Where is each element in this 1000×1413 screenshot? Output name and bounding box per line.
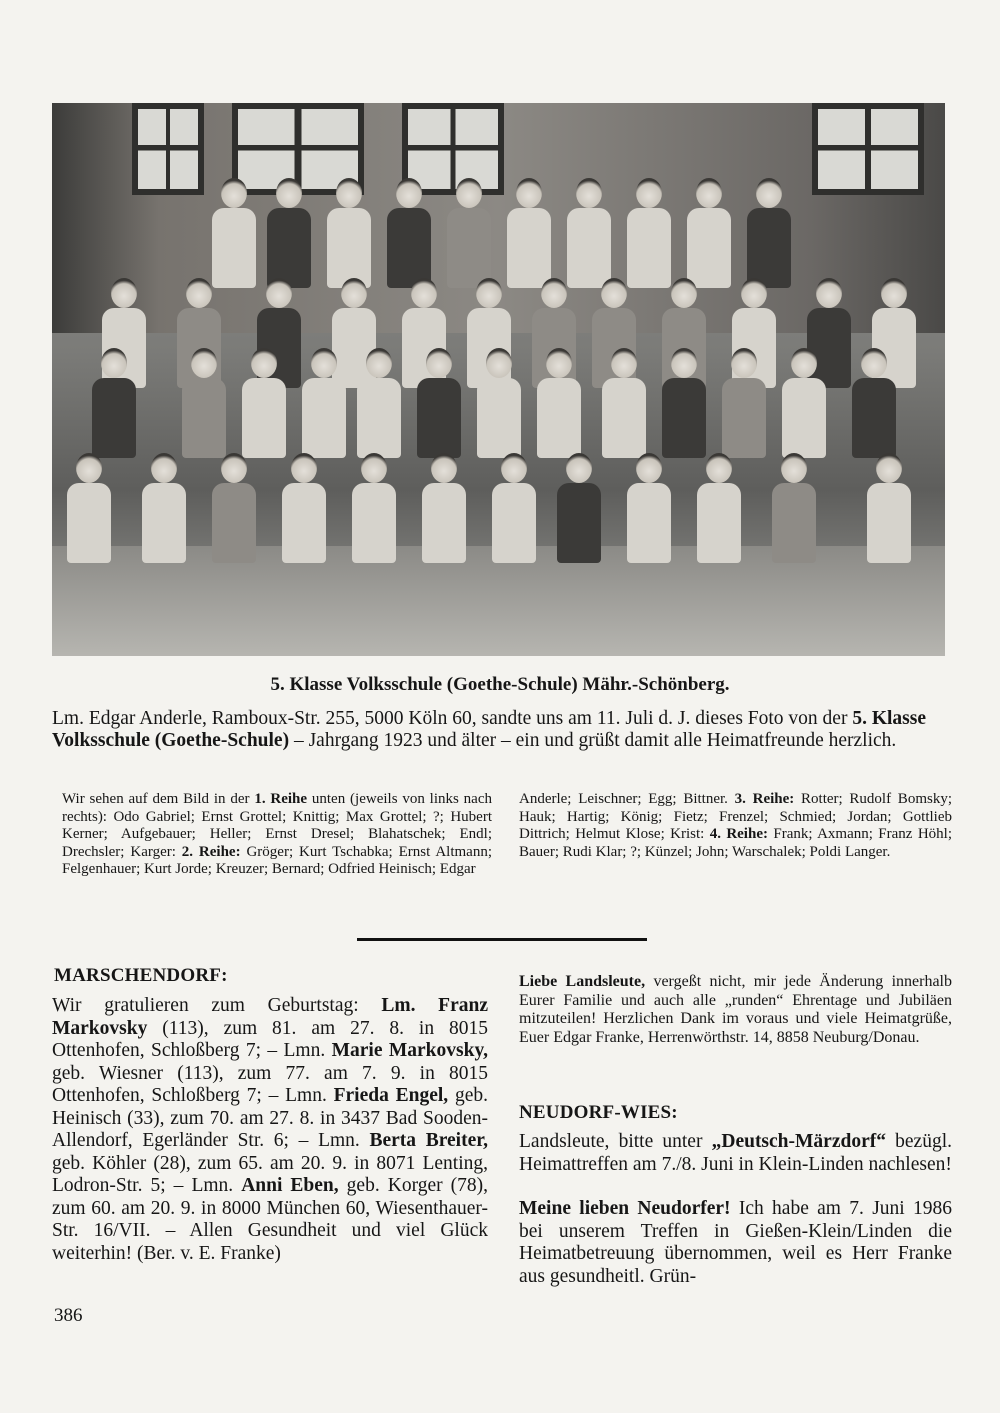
person-name: Marie Markovsky,	[331, 1040, 488, 1061]
neudorf-heading: NEUDORF-WIES:	[519, 1102, 678, 1123]
names-text: Wir sehen auf dem Bild in der	[62, 791, 255, 807]
notice-bold: Liebe Landsleute,	[519, 973, 646, 990]
marschendorf-heading: MARSCHENDORF:	[54, 965, 228, 986]
body-text: geb. Korger (78), zum 60. am 20. 9. in 8000 München 60, Wiesenthauer-Str. 16/VII. – Allen Gesundheit und viel Glück weiterhin! (Ber. v. E. Franke)	[52, 1175, 489, 1264]
child	[67, 453, 111, 603]
body-text: (113), zum 81. am 27. 8. in 8015 Ottenhofen, Schloßberg 7; – Lmn.	[52, 1017, 488, 1061]
intro-text: Lm. Edgar Anderle, Ramboux-Str. 255, 5000 Köln 60, sandte uns am 11. Juli d. J. dieses Foto von der	[52, 708, 853, 729]
child	[627, 453, 671, 603]
names-column-left	[62, 791, 492, 879]
person-name: Lm. Franz Markovsky	[52, 995, 488, 1039]
row-label: 2. Reihe:	[181, 843, 241, 860]
body-text: bezügl. Heimattreffen am 7./8. Juni in Klein-Linden nachlesen!	[519, 1131, 952, 1175]
photo-caption: 5. Klasse Volksschule (Goethe-Schule) Mähr.-Schönberg.	[270, 674, 730, 695]
row-label: 3. Reihe:	[734, 791, 795, 807]
body-text: geb. Wiesner (113), zum 77. am 7. 9. in 8015 Ottenhofen, Schloßberg 7; – Lmn.	[52, 1062, 488, 1106]
row-label: 1. Reihe	[254, 791, 308, 807]
class-photo	[52, 103, 945, 656]
child	[422, 453, 466, 603]
body-text: Ich habe am 7. Juni 1986 bei unserem Treffen in Gießen-Klein/Linden die Heimatbetreuung übernommen, weil es Herr Franke aus gesundheitl. Grün-	[519, 1198, 952, 1287]
intro-text: – Jahrgang 1923 und älter – ein und grüßt damit alle Heimatfreunde herzlich.	[289, 730, 897, 751]
neudorf-body-1	[519, 1131, 952, 1176]
intro-bold: 5. Klasse Volksschule (Goethe-Schule)	[52, 708, 927, 751]
names-text: Gröger; Kurt Tschabka; Ernst Altmann; Felgenhauer; Kurt Jorde; Kreuzer; Bernard; Odfried Heinisch; Edgar	[62, 843, 492, 877]
child	[772, 453, 816, 603]
names-text: Rotter; Rudolf Bomsky; Hauk; Hartig; König; Fietz; Frenzel; Schmied; Jordan; Gottlieb Dittrich; Helmut Klose; Krist:	[519, 791, 952, 842]
child	[492, 453, 536, 603]
landsleute-notice	[519, 973, 952, 1047]
neudorf-body-2	[519, 1198, 952, 1288]
person-name: Frieda Engel,	[333, 1085, 449, 1106]
names-column-right	[519, 791, 952, 861]
child	[557, 453, 601, 603]
child	[142, 453, 186, 603]
greeting-bold: Meine lieben Neudorfer!	[519, 1198, 731, 1219]
row-label: 4. Reihe:	[709, 826, 768, 842]
child	[697, 453, 741, 603]
body-text: Landsleute, bitte unter	[519, 1131, 712, 1152]
section-divider	[357, 938, 647, 941]
place-name: „Deutsch-Märzdorf“	[711, 1131, 886, 1152]
body-text: Wir gratulieren zum Geburtstag:	[52, 995, 382, 1016]
names-text: Anderle; Leischner; Egg; Bittner.	[519, 791, 735, 807]
photo-row-1	[52, 453, 945, 603]
body-text: geb. Köhler (28), zum 65. am 20. 9. in 8071 Lenting, Lodron-Str. 5; – Lmn.	[52, 1152, 488, 1196]
names-text: Frank; Axmann; Franz Höhl; Bauer; Rudi Klar; ?; Künzel; John; Warschalek; Poldi Langer.	[519, 826, 952, 860]
child	[212, 453, 256, 603]
child	[867, 453, 911, 603]
page-number: 386	[54, 1305, 83, 1326]
intro-paragraph	[52, 708, 952, 752]
child	[282, 453, 326, 603]
body-text: geb. Heinisch (33), zum 70. am 27. 8. in 3437 Bad Sooden-Allendorf, Egerländer Str. 6; – Lmn.	[52, 1085, 489, 1151]
notice-text: vergeßt nicht, mir jede Änderung innerhalb Eurer Familie und auch alle „runden“ Ehrentage und Jubiläen mitzuteilen! Herzlichen Dank im voraus und viele Heimatgrüße, Euer Edgar Franke, Herrenwörthstr. 14, 8858 Neuburg/Donau.	[519, 973, 953, 1046]
child	[352, 453, 396, 603]
marschendorf-body	[52, 995, 488, 1265]
person-name: Anni Eben,	[241, 1175, 339, 1196]
names-text: unten (jeweils von links nach rechts): Odo Gabriel; Ernst Grottel; Knittig; Max Grottel; ?; Hubert Kerner; Aufgebauer; Heller; Ernst Dresel; Blahatschek; Endl; Drechsler; Karger:	[62, 791, 492, 860]
person-name: Berta Breiter,	[369, 1130, 488, 1151]
